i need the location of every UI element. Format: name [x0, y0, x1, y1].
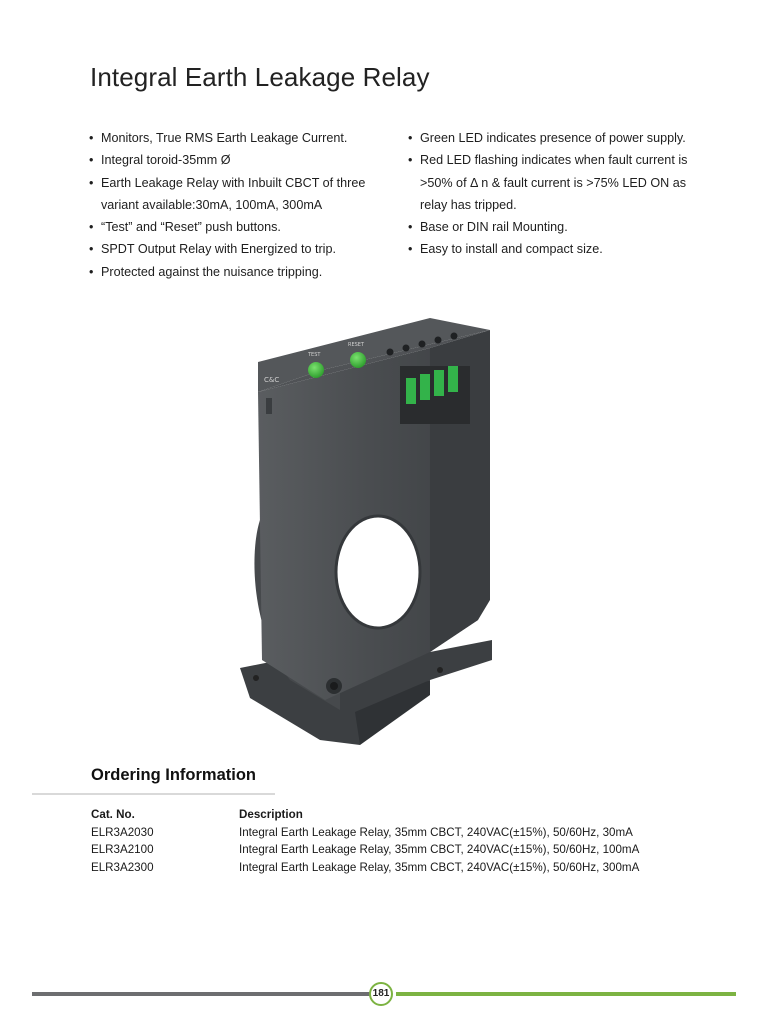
table-row [91, 861, 639, 879]
column-header: Description [239, 808, 303, 821]
list-item: • Red LED flashing indicates when fault current is >50% of Δ n & fault current is >75% LED ON as relay has tripped. [408, 149, 708, 216]
ordering-table [91, 808, 639, 878]
list-item: • SPDT Output Relay with Energized to trip. [89, 238, 389, 260]
list-item: • Monitors, True RMS Earth Leakage Current. [89, 127, 389, 149]
feature-list-left [89, 127, 389, 283]
table-row [91, 843, 639, 861]
reset-button [350, 352, 366, 368]
column-header: Cat. No. [91, 808, 135, 821]
cat-no-cell: ELR3A2300 [91, 860, 154, 874]
table-header-row [91, 808, 639, 826]
footer-bar-left [32, 992, 374, 996]
footer-bar-right [396, 992, 736, 996]
feature-list-right [408, 127, 708, 261]
cat-no-cell: ELR3A2030 [91, 825, 154, 839]
page-title: Integral Earth Leakage Relay [90, 62, 430, 92]
list-item: • Easy to install and compact size. [408, 238, 708, 260]
table-row [91, 826, 639, 844]
cat-no-cell: ELR3A2100 [91, 843, 154, 856]
description-cell: Integral Earth Leakage Relay, 35mm CBCT, 240VAC(±15%), 50/60Hz, 300mA [239, 860, 640, 874]
list-item: • Earth Leakage Relay with Inbuilt CBCT of three variant available:30mA, 100mA, 300mA [89, 172, 389, 217]
list-item: • Integral toroid-35mm Ø [89, 149, 389, 171]
reset-label: RESET [348, 342, 365, 348]
description-cell: Integral Earth Leakage Relay, 35mm CBCT, 240VAC(±15%), 50/60Hz, 100mA [239, 843, 640, 856]
list-item: • “Test” and “Reset” push buttons. [89, 216, 389, 238]
relay-illustration [230, 300, 510, 760]
brand-label: C&C [264, 376, 280, 384]
list-item: • Base or DIN rail Mounting. [408, 216, 708, 238]
test-label: TEST [308, 352, 321, 358]
list-item: • Green LED indicates presence of power supply. [408, 127, 708, 149]
description-cell: Integral Earth Leakage Relay, 35mm CBCT, 240VAC(±15%), 50/60Hz, 30mA [239, 825, 633, 839]
product-image [230, 300, 510, 760]
page-number: 181 [369, 982, 393, 1006]
section-divider [32, 793, 275, 795]
list-item: • Protected against the nuisance tripping. [89, 261, 389, 283]
test-button [308, 362, 324, 378]
ordering-heading: Ordering Information [91, 766, 256, 784]
